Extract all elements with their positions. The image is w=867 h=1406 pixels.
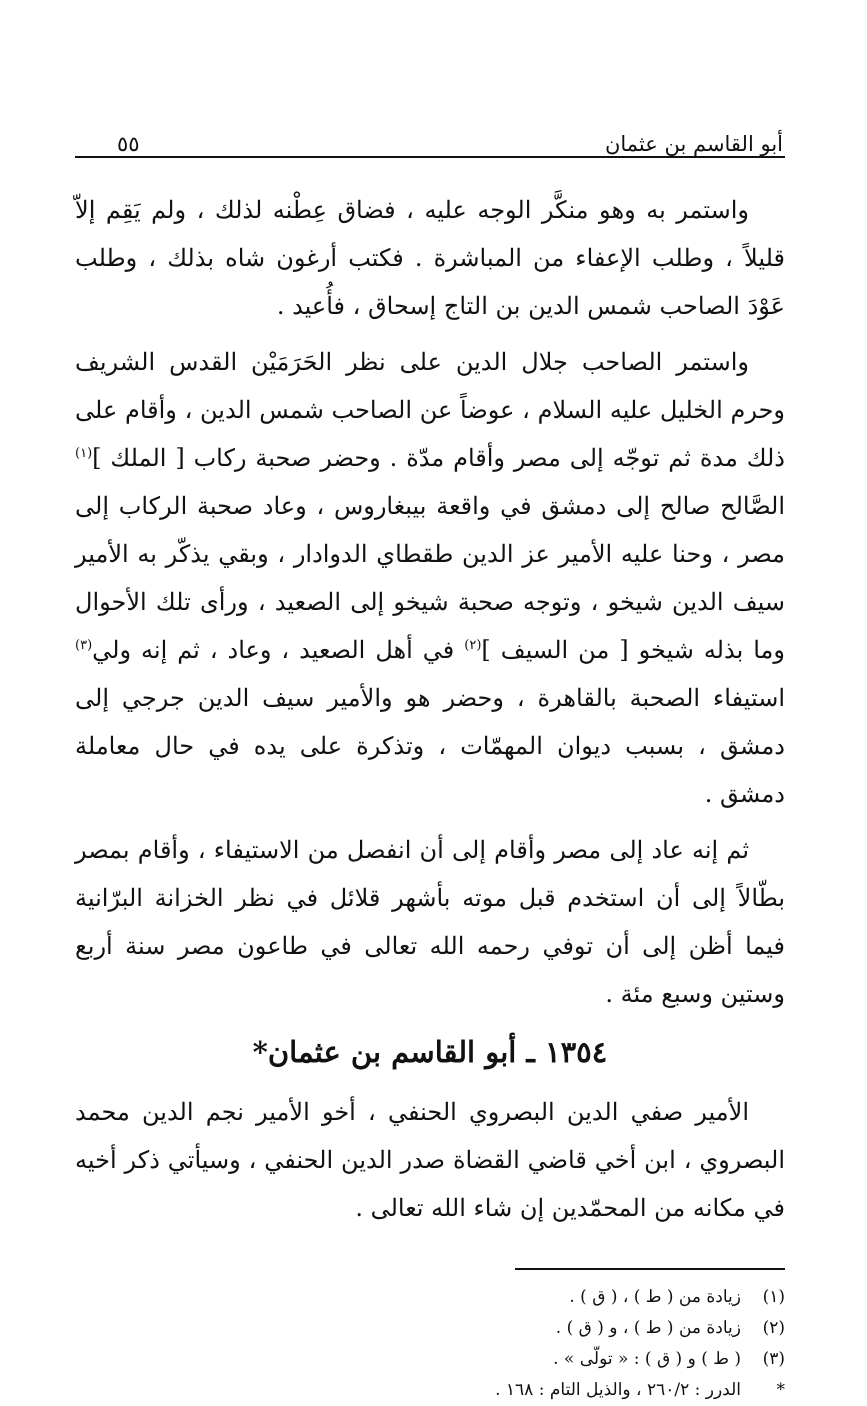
footnote-1 bbox=[75, 1282, 785, 1313]
footnote-ref-3: (٣) bbox=[75, 638, 93, 653]
paragraph-2-middle-2: في أهل الصعيد ، وعاد ، ثم إنه ولي bbox=[92, 636, 465, 664]
footnote-3 bbox=[75, 1344, 785, 1375]
paragraph-2-end: استيفاء الصحبة بالقاهرة ، وحضر هو والأمير سيف الدين جرجي إلى دمشق ، بسبب ديوان المهمّات ، وتذكرة على يده في حال معاملة دمشق . bbox=[75, 684, 785, 808]
footnote-mark: (١) bbox=[762, 1287, 785, 1307]
page-number: ٥٥ bbox=[117, 132, 140, 156]
footnote-ref-2: (٢) bbox=[464, 638, 482, 653]
footnote-source bbox=[75, 1375, 785, 1406]
footnote-mark: (٣) bbox=[762, 1349, 785, 1369]
footnote-2 bbox=[75, 1313, 785, 1344]
footnote-rule bbox=[515, 1268, 785, 1270]
paragraph-2 bbox=[75, 338, 785, 818]
footnote-text: زيادة من ( ط ) ، ( ق ) . bbox=[569, 1287, 741, 1307]
footnote-mark: (٢) bbox=[762, 1318, 785, 1338]
body-text bbox=[75, 186, 785, 1232]
footnote-ref-1: (١) bbox=[75, 446, 93, 461]
paragraph-3: ثم إنه عاد إلى مصر وأقام إلى أن انفصل من الاستيفاء ، وأقام بمصر بطّالاً إلى أن استخدم قبل موته بأشهر قلائل في نظر الخزانة البرّانية فيما أظن إلى أن توفي رحمه الله تعالى في طاعون مصر سنة أربع وستين وسبع مئة . bbox=[75, 836, 785, 1008]
paragraph-1: واستمر به وهو منكَّر الوجه عليه ، فضاق عِطْنه لذلك ، ولم يَقِم إلاّ قليلاً ، وطلب الإعفاء من المباشرة . فكتب أرغون شاه بذلك ، وطلب عَوْدَ الصاحب شمس الدين بن التاج إسحاق ، فأُعيد . bbox=[75, 196, 785, 320]
paragraph-2-start: واستمر الصاحب جلال الدين على نظر الحَرَمَيْن القدس الشريف وحرم الخليل عليه السلام ، عوضاً عن الصاحب شمس الدين ، وأقام على ذلك مدة ثم توجّه إلى مصر وأقام مدّة . وحضر صحبة ركاب [ الملك ] bbox=[75, 348, 785, 472]
running-title: أبو القاسم بن عثمان bbox=[604, 132, 783, 156]
footnote-text: زيادة من ( ط ) ، و ( ق ) . bbox=[555, 1318, 741, 1338]
paragraph-2-middle: الصَّالح صالح إلى دمشق في واقعة بيبغاروس ، وعاد صحبة الركاب إلى مصر ، وحنا عليه الأمير عز الدين طقطاي الدوادار ، وبقي يذكّر به الأمير سيف الدين شيخو ، وتوجه صحبة شيخو إلى الصعيد ، ورأى تلك الأحوال وما بذله شيخو [ من السيف ] bbox=[75, 492, 785, 664]
footnote-text: الدرر : ٢٦٠/٢ ، والذيل التام : ١٦٨ . bbox=[495, 1380, 741, 1400]
footnote-mark: * bbox=[776, 1380, 785, 1400]
footnotes bbox=[75, 1268, 785, 1406]
entry-paragraph: الأمير صفي الدين البصروي الحنفي ، أخو الأمير نجم الدين محمد البصروي ، ابن أخي قاضي القضاة صدر الدين الحنفي ، وسيأتي ذكر أخيه في مكانه من المحمّدين إن شاء الله تعالى . bbox=[75, 1098, 785, 1222]
entry-heading: ١٣٥٤ ـ أبو القاسم بن عثمان* bbox=[252, 1035, 608, 1069]
running-header bbox=[75, 118, 785, 158]
footnote-text: ( ط ) و ( ق ) : « تولّى » . bbox=[553, 1349, 741, 1369]
book-page bbox=[75, 118, 785, 1406]
